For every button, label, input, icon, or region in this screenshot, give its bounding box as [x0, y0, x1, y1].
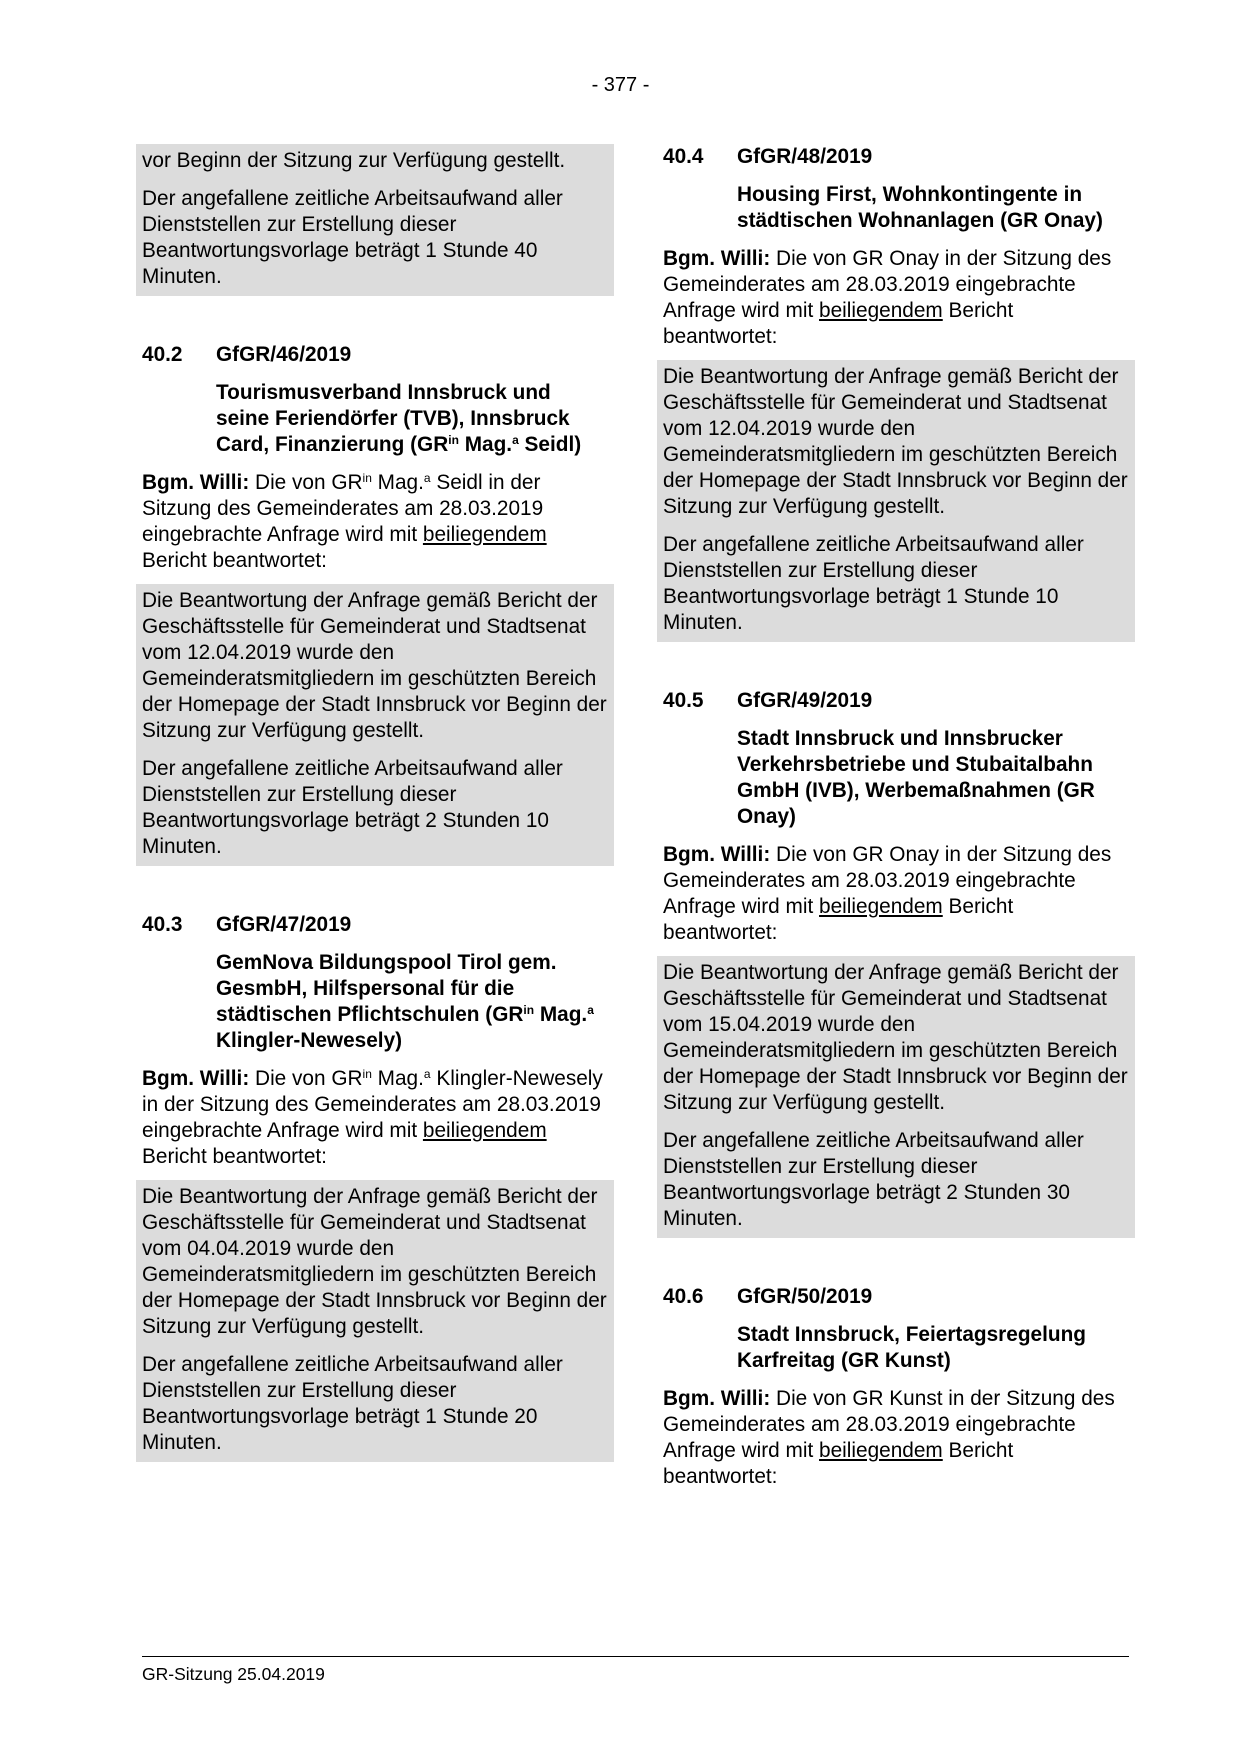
- section-heading: [142, 912, 608, 938]
- answer-box: [136, 1180, 614, 1462]
- answer-box: [657, 956, 1135, 1238]
- section-heading: [663, 688, 1129, 714]
- section-heading: [663, 144, 1129, 170]
- footer-divider: [142, 1656, 1129, 1657]
- section-heading: [142, 342, 608, 368]
- box-paragraph: Die Beantwortung der Anfrage gemäß Bericht der Geschäftsstelle für Gemeinderat und Stadtsenat vom 15.04.2019 wurde den Gemeinderatsmitgliedern im geschützten Bereich der Homepage der Stadt Innsbruck vor Beginn der Sitzung zur Verfügung gestellt.: [663, 961, 1128, 1114]
- section-code: GfGR/47/2019: [216, 913, 352, 936]
- section-code: GfGR/48/2019: [737, 145, 873, 168]
- section-code: GfGR/46/2019: [216, 343, 352, 366]
- section-intro: Bgm. Willi: Die von $GR^{in}$ Mag.$^a$ Seidl in der Sitzung des Gemeinderates am 28.03.2019 eingebrachte Anfrage wird mit beiliegendem Bericht beantwortet:: [142, 471, 547, 572]
- box-paragraph: Die Beantwortung der Anfrage gemäß Bericht der Geschäftsstelle für Gemeinderat und Stadtsenat vom 12.04.2019 wurde den Gemeinderatsmitgliedern im geschützten Bereich der Homepage der Stadt Innsbruck vor Beginn der Sitzung zur Verfügung gestellt.: [142, 589, 607, 742]
- section-number: 40.3: [142, 913, 183, 936]
- answer-box: [136, 584, 614, 866]
- box-paragraph: vor Beginn der Sitzung zur Verfügung gestellt.: [142, 149, 566, 172]
- box-paragraph: Der angefallene zeitliche Arbeitsaufwand aller Dienststellen zur Erstellung dieser Beantwortungsvorlage beträgt 1 Stunde 40 Minuten.: [142, 187, 563, 288]
- box-paragraph: Der angefallene zeitliche Arbeitsaufwand aller Dienststellen zur Erstellung dieser Beantwortungsvorlage beträgt 1 Stunde 20 Minuten.: [142, 1353, 563, 1454]
- section-intro: Bgm. Willi: Die von GR Onay in der Sitzung des Gemeinderates am 28.03.2019 eingebrachte Anfrage wird mit beiliegendem Bericht beantwortet:: [663, 247, 1112, 348]
- section-title: Tourismusverband Innsbruck und seine Feriendörfer (TVB), Innsbruck Card, Finanzierung ($GR^{in}$ Mag.$^a$ Seidl): [216, 381, 582, 456]
- section-number: 40.5: [663, 689, 704, 712]
- section-heading: [663, 1284, 1129, 1310]
- section-title: Stadt Innsbruck, Feiertagsregelung Karfreitag (GR Kunst): [737, 1323, 1086, 1372]
- section-number: 40.6: [663, 1285, 704, 1308]
- section-number: 40.2: [142, 343, 183, 366]
- section-40-2: [142, 342, 608, 866]
- section-code: GfGR/50/2019: [737, 1285, 873, 1308]
- section-intro: Bgm. Willi: Die von $GR^{in}$ Mag.$^a$ Klingler-Newesely in der Sitzung des Gemeinderates am 28.03.2019 eingebrachte Anfrage wird mit beiliegendem Bericht beantwortet:: [142, 1067, 603, 1168]
- box-paragraph: Der angefallene zeitliche Arbeitsaufwand aller Dienststellen zur Erstellung dieser Beantwortungsvorlage beträgt 2 Stunden 10 Minuten.: [142, 757, 563, 858]
- page-number: - 377 -: [591, 74, 650, 96]
- section-intro: Bgm. Willi: Die von GR Kunst in der Sitzung des Gemeinderates am 28.03.2019 eingebrachte Anfrage wird mit beiliegendem Bericht beantwortet:: [663, 1387, 1115, 1488]
- box-paragraph: Der angefallene zeitliche Arbeitsaufwand aller Dienststellen zur Erstellung dieser Beantwortungsvorlage beträgt 1 Stunde 10 Minuten.: [663, 533, 1084, 634]
- answer-box: [136, 144, 614, 296]
- section-code: GfGR/49/2019: [737, 689, 873, 712]
- section-intro: Bgm. Willi: Die von GR Onay in der Sitzung des Gemeinderates am 28.03.2019 eingebrachte Anfrage wird mit beiliegendem Bericht beantwortet:: [663, 843, 1112, 944]
- section-40-6: [663, 1284, 1129, 1490]
- box-paragraph: Die Beantwortung der Anfrage gemäß Bericht der Geschäftsstelle für Gemeinderat und Stadtsenat vom 04.04.2019 wurde den Gemeinderatsmitgliedern im geschützten Bereich der Homepage der Stadt Innsbruck vor Beginn der Sitzung zur Verfügung gestellt.: [142, 1185, 607, 1338]
- answer-box: [657, 360, 1135, 642]
- section-title: Stadt Innsbruck und Innsbrucker Verkehrsbetriebe und Stubaitalbahn GmbH (IVB), Werbemaßnahmen (GR Onay): [737, 727, 1095, 828]
- section-40-3: [142, 912, 608, 1462]
- section-title: Housing First, Wohnkontingente in städtischen Wohnanlagen (GR Onay): [737, 183, 1103, 232]
- box-paragraph: Der angefallene zeitliche Arbeitsaufwand aller Dienststellen zur Erstellung dieser Beantwortungsvorlage beträgt 2 Stunden 30 Minuten.: [663, 1129, 1084, 1230]
- section-40-4: [663, 144, 1129, 642]
- footer-text: GR-Sitzung 25.04.2019: [142, 1664, 325, 1684]
- section-40-5: [663, 688, 1129, 1238]
- section-title: GemNova Bildungspool Tirol gem. GesmbH, Hilfspersonal für die städtischen Pflichtschulen ($GR^{in}$ Mag.$^a$ Klingler-Newesely): [216, 951, 594, 1052]
- section-number: 40.4: [663, 145, 704, 168]
- box-paragraph: Die Beantwortung der Anfrage gemäß Bericht der Geschäftsstelle für Gemeinderat und Stadtsenat vom 12.04.2019 wurde den Gemeinderatsmitgliedern im geschützten Bereich der Homepage der Stadt Innsbruck vor Beginn der Sitzung zur Verfügung gestellt.: [663, 365, 1128, 518]
- right-column: [663, 144, 1129, 1490]
- left-column: [142, 144, 608, 1462]
